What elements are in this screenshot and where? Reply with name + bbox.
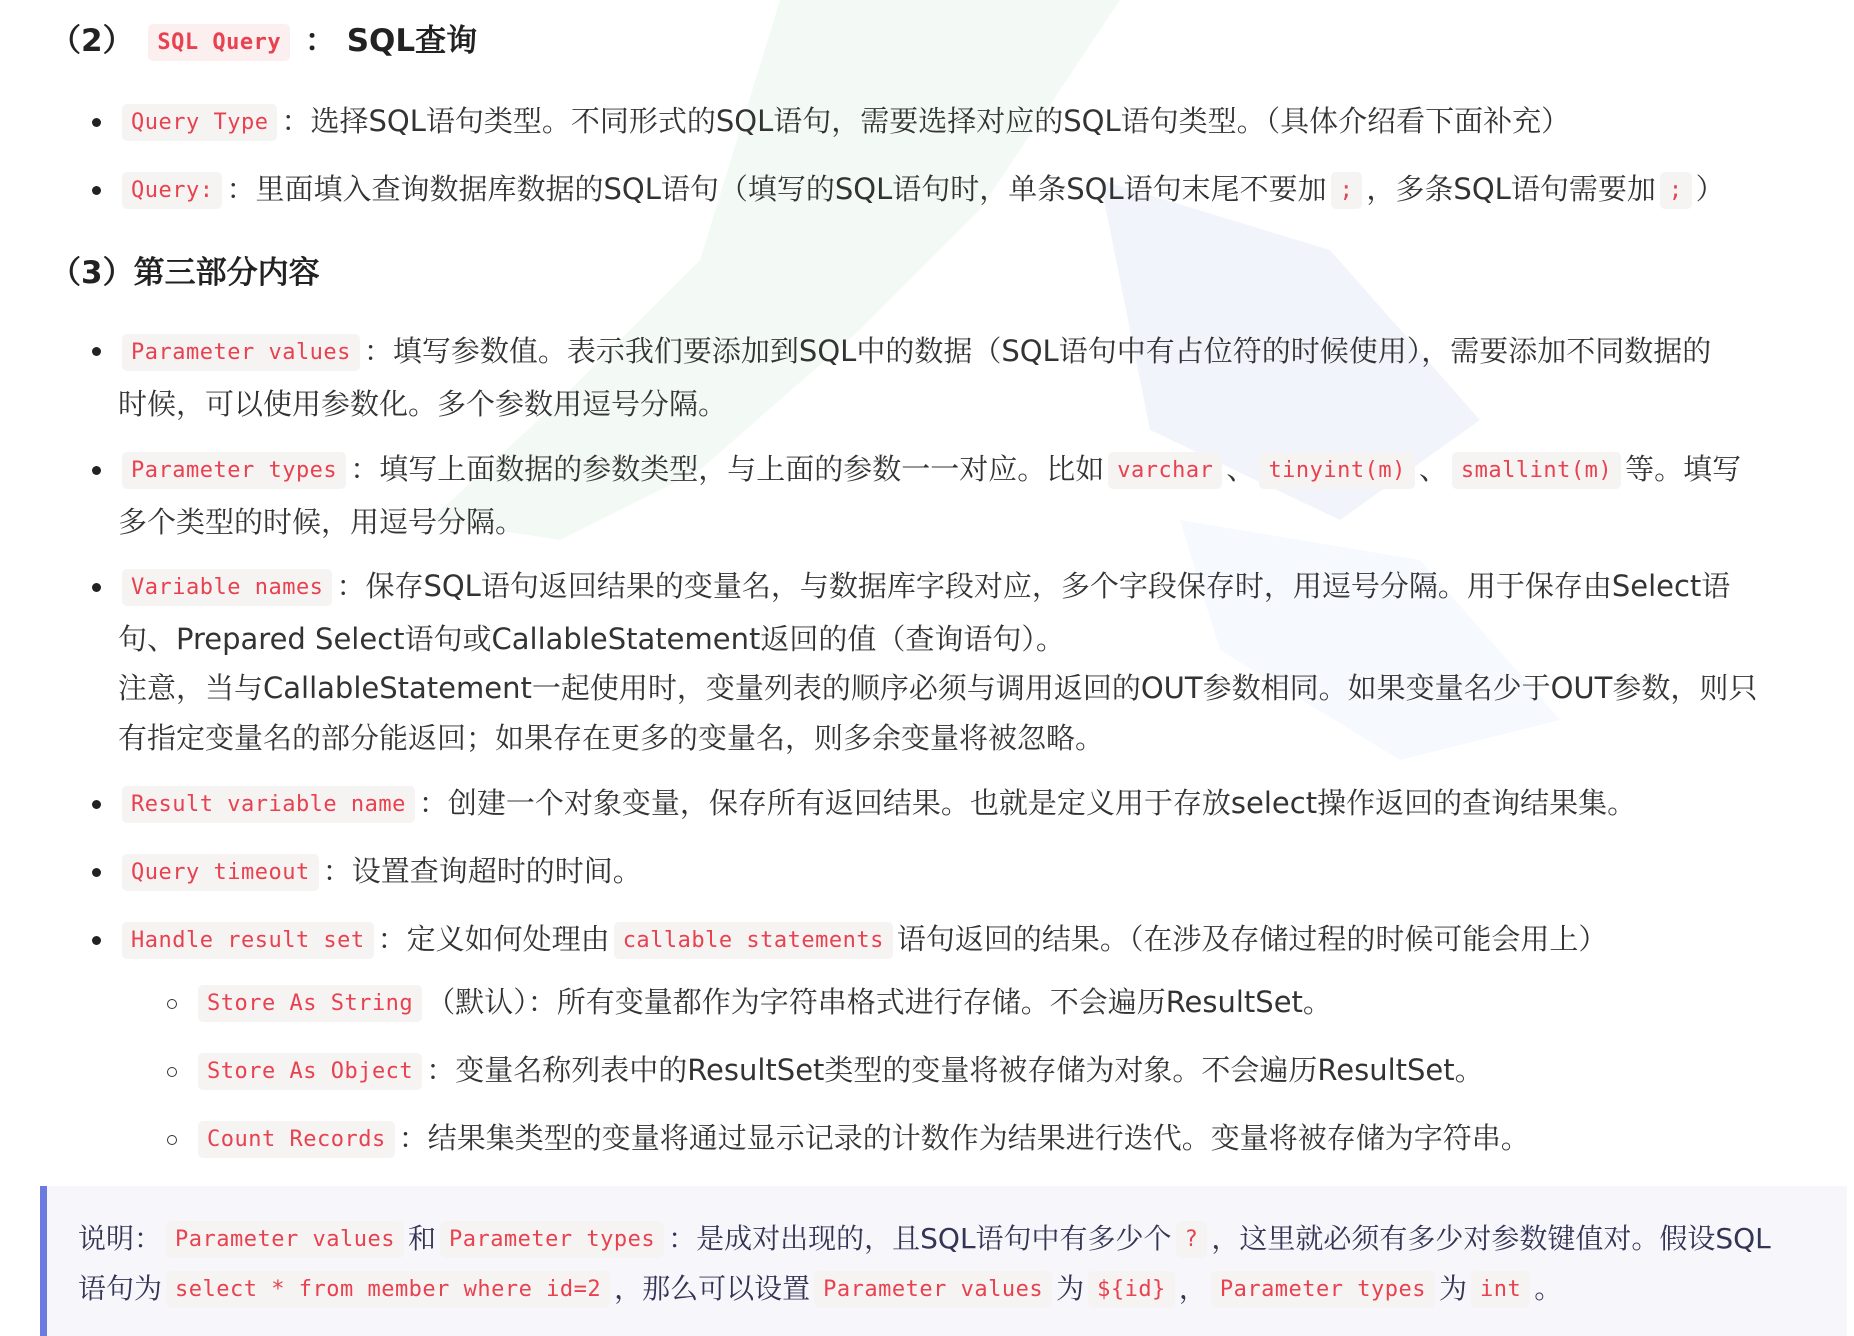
sub-item-count-records [194,1114,1530,1164]
item-text-a: ：定义如何处理由 [377,922,610,956]
sub-item-text: ：变量名称列表中的ResultSet类型的变量将被存储为对象。不会遍历ResultSet。 [426,1053,1484,1087]
list-item-variable-names [118,562,1730,612]
code-count-records: Count Records [198,1121,395,1158]
item-text-c: ） [1695,172,1725,206]
code-sql-example: select * from member where id=2 [166,1271,610,1308]
note-comma: ， [1178,1272,1207,1305]
item-text-b: 语句返回的结果。（在涉及存储过程的时候可能会用上） [896,922,1608,956]
bullet [92,347,101,356]
note-line2-a: 语句为 [78,1272,163,1305]
list-item-query-timeout [118,847,642,897]
code-handle-result-set: Handle result set [122,922,374,959]
item-text: ：选择SQL语句类型。不同形式的SQL语句，需要选择对应的SQL语句类型。（具体介绍看下面补充） [281,104,1571,138]
code-variable-names: Variable names [122,569,332,606]
sub-bullet [167,1067,177,1077]
sub-item-store-as-string [194,978,1332,1028]
bullet [92,118,101,127]
code-parameter-types: Parameter types [1211,1271,1435,1308]
section-2-code: SQL Query [148,24,290,61]
code-question-mark: ? [1176,1221,1208,1258]
item-text-line3: 注意，当与CallableStatement一起使用时，变量列表的顺序必须与调用返回的OUT参数相同。如果变量名少于OUT参数，则只 [118,671,1758,705]
code-result-variable-name: Result variable name [122,786,415,823]
list-item-result-variable [118,779,1636,829]
note-line-2 [78,1266,1562,1313]
code-semicolon: ; [1331,172,1363,209]
item-text-line2: 句、Prepared Select语句或CallableStatement返回的值（查询语句）。 [118,622,1065,656]
code-query: Query: [122,172,222,209]
item-text: ：设置查询超时的时间。 [322,854,642,888]
section-2-prefix: （2） [50,23,134,59]
note-line-1 [78,1216,1771,1263]
item-text: ：创建一个对象变量，保存所有返回结果。也就是定义用于存放select操作返回的查询结果集。 [418,786,1637,820]
item-text-a: ：里面填入查询数据库数据的SQL语句（填写的SQL语句时，单条SQL语句末尾不要加 [226,172,1327,206]
sub-bullet [167,1135,177,1145]
code-store-as-string: Store As String [198,985,422,1022]
note-end: 。 [1534,1272,1563,1305]
item-text: ：保存SQL语句返回结果的变量名，与数据库字段对应，多个字段保存时，用逗号分隔。用于保存由Select语 [336,569,1731,603]
code-query-timeout: Query timeout [122,854,319,891]
bullet [92,936,101,945]
list-item-query-type [118,97,1570,147]
note-wei: 为 [1056,1272,1085,1305]
code-semicolon: ; [1660,172,1692,209]
sub-item-store-as-object [194,1046,1484,1096]
item-text-a: ：填写上面数据的参数类型，与上面的参数一一对应。比如 [350,452,1105,486]
code-id-placeholder: ${id} [1088,1271,1175,1308]
code-varchar: varchar [1108,452,1222,489]
item-text: ：填写参数值。表示我们要添加到SQL中的数据（SQL语句中有占位符的时候使用），需要添加不同数据的 [363,334,1712,368]
list-item-parameter-values [118,327,1711,377]
item-text-line2: 时候，可以使用参数化。多个参数用逗号分隔。 [118,387,728,421]
sub-item-text: ：结果集类型的变量将通过显示记录的计数作为结果进行迭代。变量将被存储为字符串。 [398,1121,1530,1155]
bullet [92,466,101,475]
item-text-b: 等。填写 [1625,452,1742,486]
bullet [92,583,101,592]
note-text-b: ，这里就必须有多少对参数键值对。假设SQL [1211,1222,1771,1255]
section-3-heading: （3）第三部分内容 [50,255,320,291]
code-callable-statements: callable statements [614,922,893,959]
list-item-parameter-types [118,445,1741,495]
code-parameter-types: Parameter types [122,452,346,489]
bullet [92,868,101,877]
note-label: 说明： [78,1222,163,1255]
code-parameter-values: Parameter values [166,1221,404,1258]
sub-item-text: （默认）：所有变量都作为字符串格式进行存储。不会遍历ResultSet。 [426,985,1332,1019]
section-2-title: SQL查询 [346,23,478,59]
note-text-a: ：是成对出现的，且SQL语句中有多少个 [668,1222,1172,1255]
code-parameter-values: Parameter values [122,334,360,371]
note-wei: 为 [1439,1272,1468,1305]
code-int: int [1471,1271,1530,1308]
list-item-query [118,165,1725,215]
section-2-heading [50,18,477,66]
bullet [92,800,101,809]
item-text-line2: 多个类型的时候，用逗号分隔。 [118,505,525,539]
sub-bullet [167,999,177,1009]
separator: 、 [1226,452,1256,486]
section-2-sep: ： [304,23,336,59]
item-text-line4: 有指定变量名的部分能返回；如果存在更多的变量名，则多余变量将被忽略。 [118,721,1105,755]
separator: 、 [1418,452,1448,486]
code-parameter-types: Parameter types [440,1221,664,1258]
note-line2-b: ，那么可以设置 [614,1272,811,1305]
code-smallint: smallint(m) [1452,452,1621,489]
bullet [92,186,101,195]
code-parameter-values: Parameter values [814,1271,1052,1308]
code-tinyint: tinyint(m) [1259,452,1414,489]
item-text-b: ，多条SQL语句需要加 [1366,172,1656,206]
note-and: 和 [407,1222,436,1255]
code-query-type: Query Type [122,104,277,141]
list-item-handle-result-set [118,915,1607,965]
code-store-as-object: Store As Object [198,1053,422,1090]
